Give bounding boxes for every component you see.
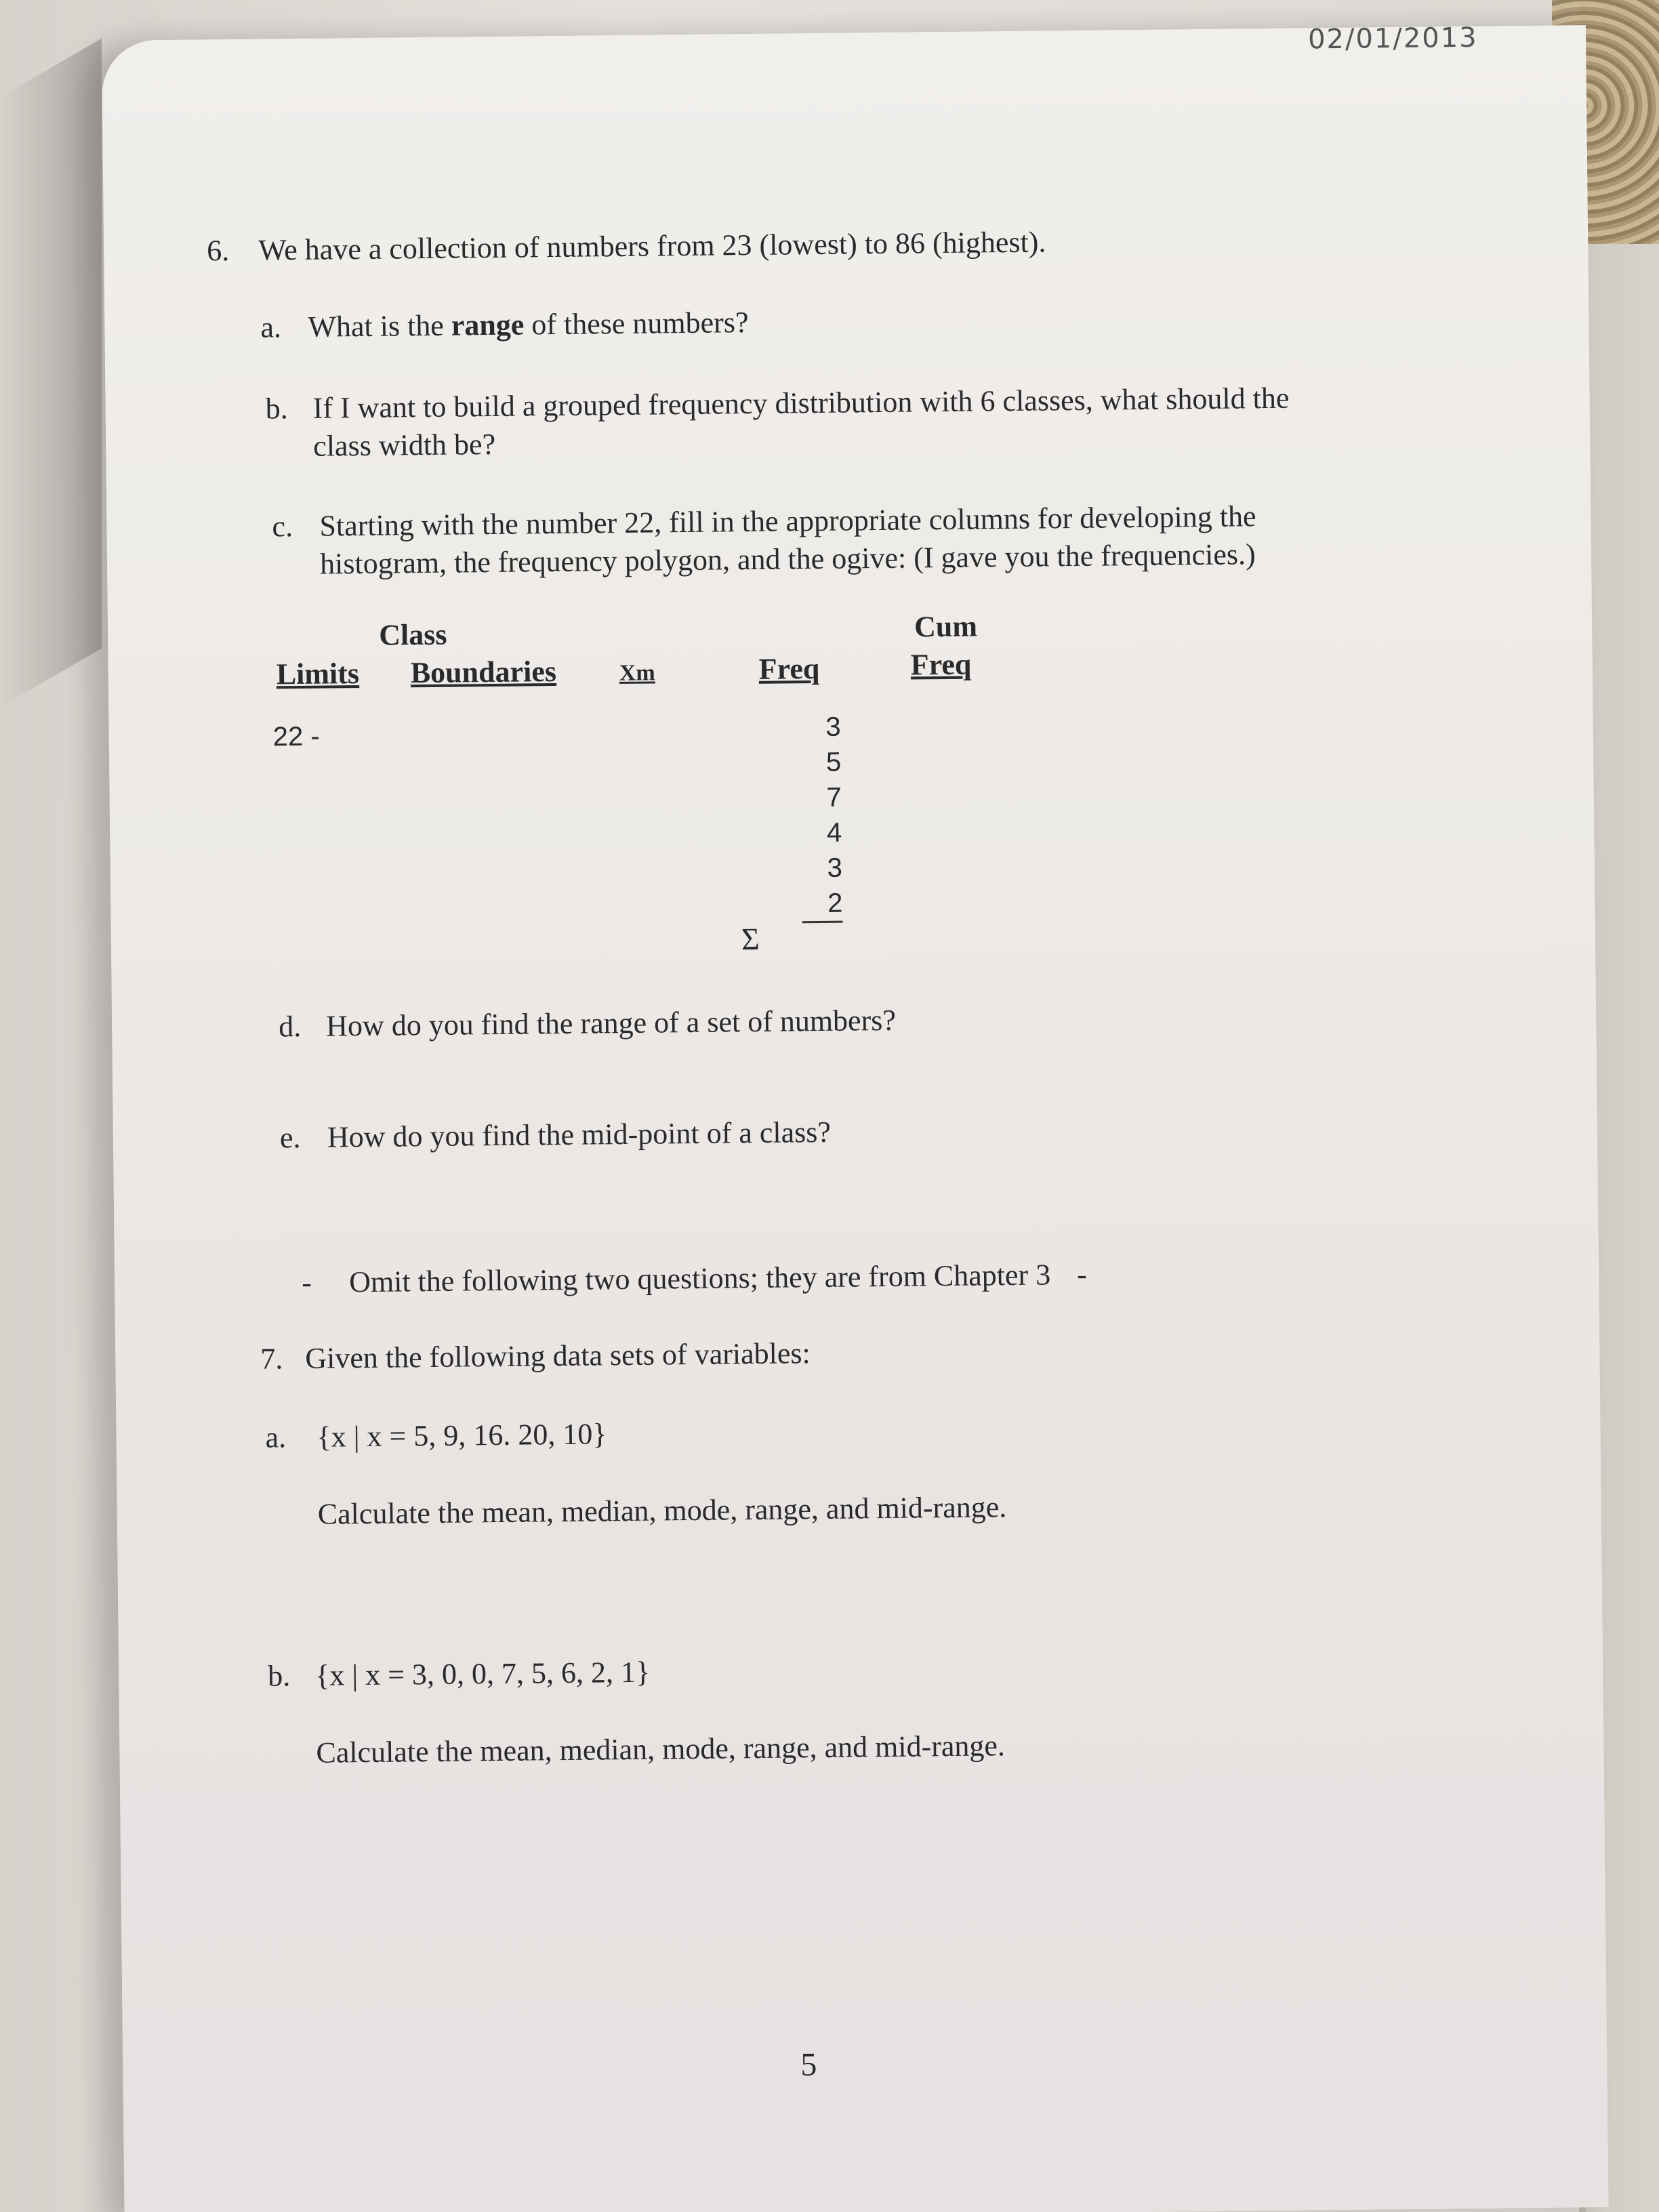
q7b-label: b. [268, 1659, 291, 1693]
q7a-label: a. [265, 1420, 287, 1454]
freq-value: 4 [826, 817, 842, 848]
q6a-label: a. [260, 310, 282, 344]
first-class-limit: 22 - [272, 721, 320, 752]
freq-value: 3 [825, 712, 841, 742]
q7b-set: {x | x = 3, 0, 0, 7, 5, 6, 2, 1} [315, 1655, 651, 1692]
q6e-question: How do you find the mid-point of a class? [327, 1115, 832, 1154]
q7-number: 7. [260, 1342, 283, 1376]
cum-freq-header: Freq [910, 647, 972, 682]
q6e-label: e. [279, 1121, 301, 1155]
q6c-label: c. [272, 510, 293, 544]
class-header: Class [378, 617, 447, 652]
q6c-line2: histogram, the frequency polygon, and the ogive: (I gave you the frequencies.) [319, 537, 1256, 581]
q7b-instruction: Calculate the mean, median, mode, range, and mid-range. [316, 1729, 1006, 1769]
q6b-label: b. [265, 392, 288, 426]
q6d-question: How do you find the range of a set of numbers? [325, 1003, 897, 1043]
q7-stem: Given the following data sets of variables: [305, 1336, 811, 1375]
q7a-set: {x | x = 5, 9, 16. 20, 10} [316, 1417, 607, 1454]
omit-dash-left: - [301, 1265, 312, 1300]
page-number: 5 [800, 2047, 817, 2083]
q6a-question: What is the range of these numbers? [308, 306, 749, 344]
omit-dash-right: - [1076, 1257, 1088, 1292]
q7a-instruction: Calculate the mean, median, mode, range, and mid-range. [317, 1490, 1007, 1531]
worksheet-page [102, 22, 1609, 2212]
omit-note: Omit the following two questions; they are from Chapter 3 [348, 1258, 1051, 1299]
handwritten-date: 02/01/2013 [1307, 22, 1478, 56]
freq-header: Freq [758, 651, 820, 686]
q6b-line2: class width be? [313, 427, 496, 463]
freq-value: 3 [827, 853, 843, 883]
frequency-column [800, 710, 842, 924]
freq-value: 2 [802, 886, 843, 924]
xm-header: Xm [619, 660, 655, 687]
page-shadow [0, 39, 102, 708]
q6d-label: d. [278, 1009, 302, 1044]
freq-value: 5 [825, 747, 842, 777]
limits-header: Limits [276, 657, 360, 691]
freq-value: 7 [826, 782, 842, 813]
sigma-symbol: Σ [741, 921, 760, 957]
cum-header: Cum [914, 609, 978, 644]
q6-number: 6. [206, 234, 230, 268]
boundaries-header: Boundaries [410, 655, 557, 690]
q6c-line1: Starting with the number 22, fill in the appropriate columns for developing the [319, 499, 1256, 543]
q6-stem: We have a collection of numbers from 23 (lowest) to 86 (highest). [258, 225, 1046, 267]
q6b-line1: If I want to build a grouped frequency distribution with 6 classes, what should the [312, 381, 1290, 425]
